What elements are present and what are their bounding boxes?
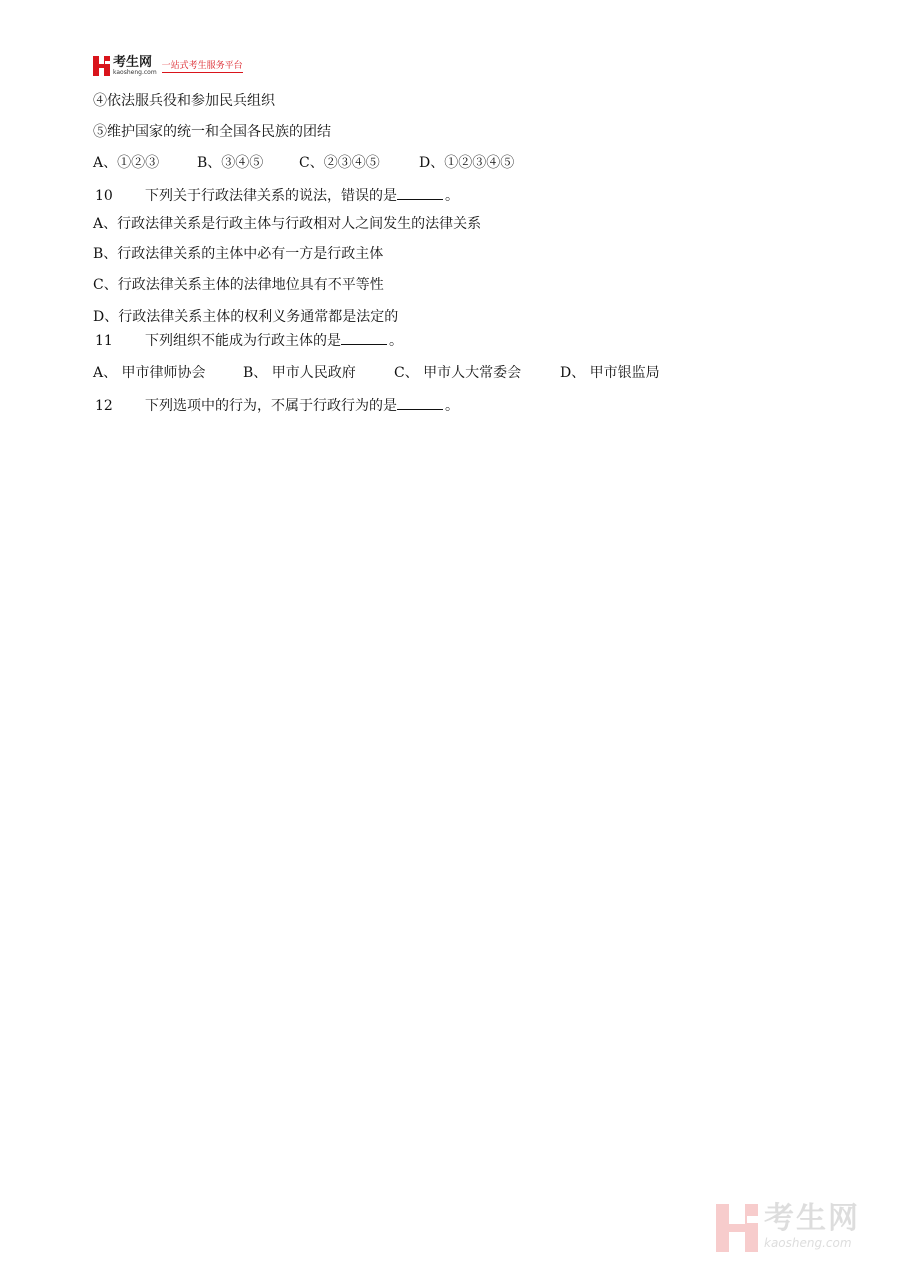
item-text: C、行政法律关系主体的法律地位具有不平等性 [93,277,384,293]
option-d: D、①②③④⑤ [419,155,515,171]
question-text: 下列组织不能成为行政主体的是 [145,333,341,349]
answer-blank [341,330,387,345]
option-a: A、①②③ [93,155,160,171]
list-item [93,123,331,141]
logo-icon [93,56,110,76]
answer-options [93,154,514,172]
item-text: D、行政法律关系主体的权利义务通常都是法定的 [93,309,399,325]
question-text: 下列关于行政法律关系的说法，错误的是 [145,188,397,204]
option-a: A、 甲市律师协会 [93,365,206,381]
list-item [93,215,481,233]
logo-slogan: 一站式考生服务平台 [162,58,243,73]
watermark-logo-icon [716,1204,758,1252]
option-d: D、 甲市银监局 [560,365,660,381]
option-c: C、②③④⑤ [299,155,380,171]
footer-watermark [716,1201,881,1254]
watermark-brand: 考生网 [764,1201,860,1236]
question-end: 。 [389,333,403,349]
question-number: 10 [95,188,113,204]
answer-blank [397,395,443,410]
question-10 [93,185,459,205]
question-end: 。 [445,188,459,204]
list-item [93,245,383,263]
question-number: 11 [95,333,113,349]
list-item [93,308,398,326]
question-number: 12 [95,398,113,414]
item-text: ⑤维护国家的统一和全国各民族的团结 [93,124,331,140]
question-text: 下列选项中的行为，不属于行政行为的是 [145,398,397,414]
answer-options [93,364,660,382]
question-11 [93,330,403,350]
item-text: B、行政法律关系的主体中必有一方是行政主体 [93,246,384,262]
option-b: B、 甲市人民政府 [243,365,356,381]
question-12 [93,395,459,415]
list-item [93,276,384,294]
watermark-domain: kaosheng.com [764,1236,852,1250]
header-logo [93,54,243,76]
list-item [93,92,275,110]
question-end: 。 [445,398,459,414]
logo-domain: kaosheng.com [113,69,157,76]
option-c: C、 甲市人大常委会 [394,365,522,381]
answer-blank [397,185,443,200]
option-b: B、③④⑤ [197,155,264,171]
item-text: ④依法服兵役和参加民兵组织 [93,93,275,109]
item-text: A、行政法律关系是行政主体与行政相对人之间发生的法律关系 [93,216,482,232]
logo-brand: 考生网 [113,55,153,70]
